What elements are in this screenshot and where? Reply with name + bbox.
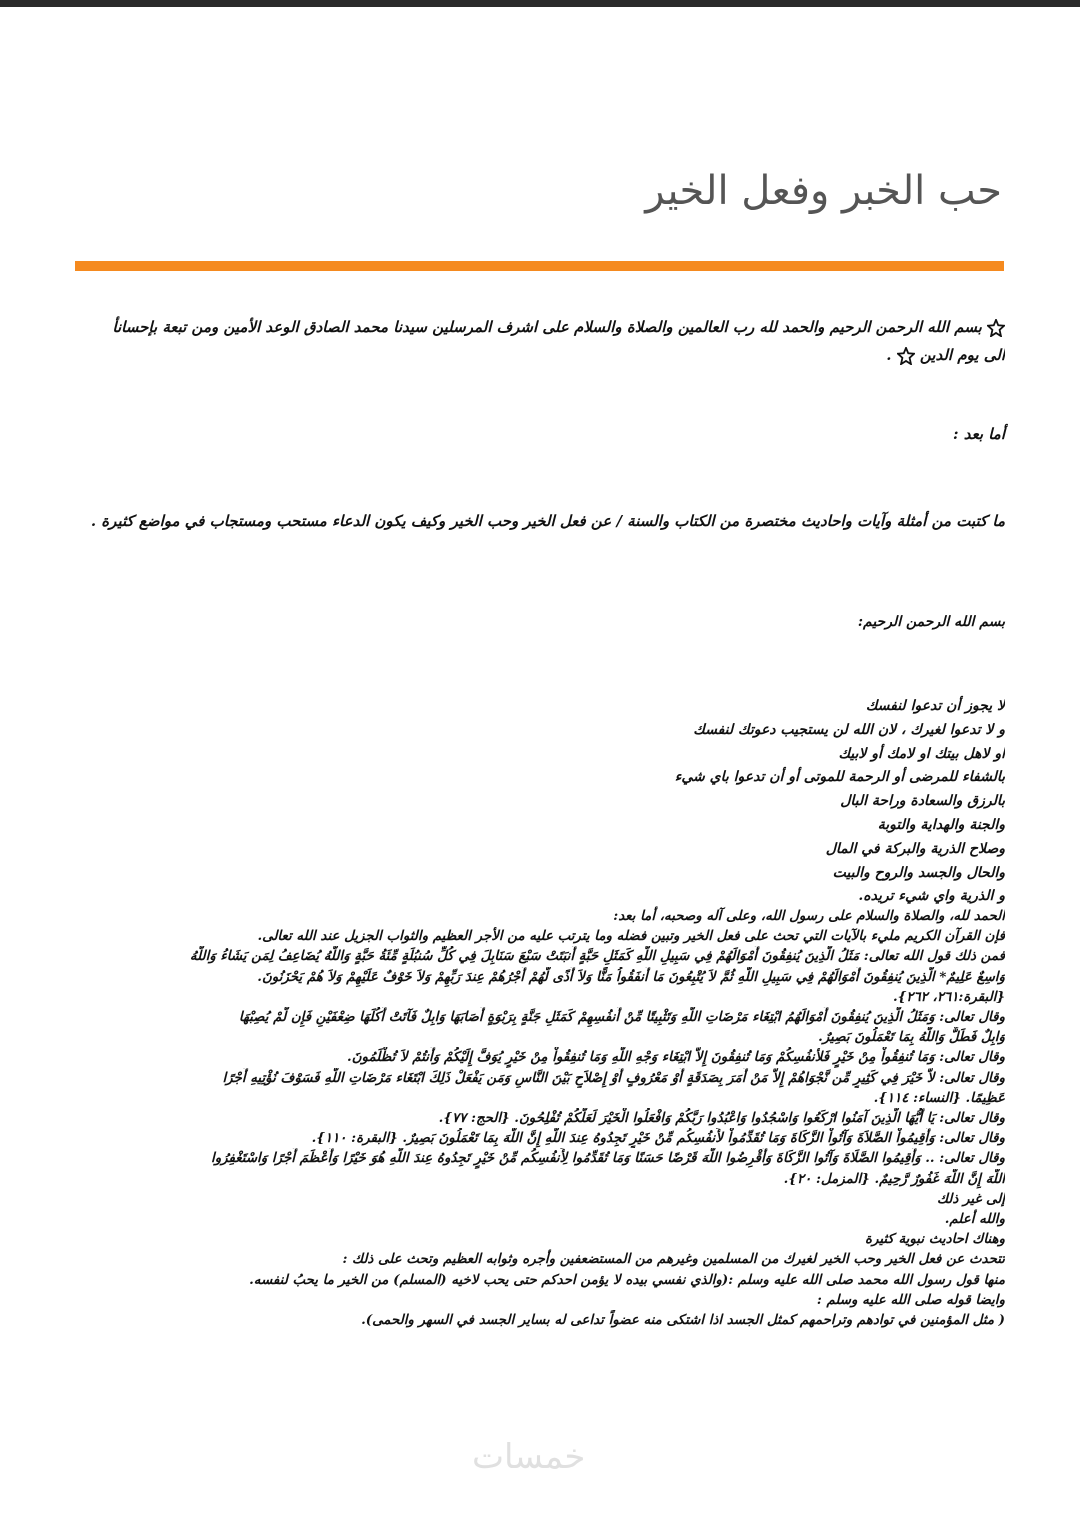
body-line: والله أعلم. (944, 1211, 1005, 1228)
body-line: وقال تعالى: وَمَثَلُ الَّذِينَ يُنفِقُونَ أَمْوَالَهُمُ ابْتِغَاء مَرْضَاتِ اللَّهِ وَتَثْبِيتًا مِّنْ أَنفُسِهِمْ كَمَثَلِ جَنَّةٍ بِرَبْوَةٍ أَصَابَهَا وَابِلٌ فَآتَتْ أُكُلَهَا ضِعْفَيْنِ فَإِن لَّمْ يُصِبْهَا (238, 1009, 1005, 1026)
body-line: تتحدث عن فعل الخير وحب الخير لغيرك من المسلمين وغيرهم من المستضعفين وأجره وثوابه العظيم وتحث على ذلك : (342, 1251, 1005, 1268)
duas-list (75, 695, 1005, 909)
body-line: وقال تعالى: وَأَقِيمُواْ الصَّلاَةَ وَآتُواْ الزَّكَاةَ وَمَا تُقَدِّمُواْ لأَنفُسِكُم مِّنْ خَيْرٍ تَجِدُوهُ عِندَ اللَّهِ إِنَّ اللَّهَ بِمَا تَعْمَلُونَ بَصِيرٌ. {البقرة: ١١٠}. (311, 1130, 1005, 1147)
watermark-logo: خمسات (472, 1437, 586, 1477)
title-divider (75, 261, 1004, 271)
body-line: وقال تعالى: لاَّ خَيْرَ فِي كَثِيرٍ مِّن نَّجْوَاهُمْ إِلاَّ مَنْ أَمَرَ بِصَدَقَةٍ أَوْ مَعْرُوفٍ أَوْ إِصْلاَحٍ بَيْنَ النَّاسِ وَمَن يَفْعَلْ ذَلِكَ ابْتَغَاء مَرْضَاتِ اللَّهِ فَسَوْفَ نُؤْتِيهِ أَجْرًا (222, 1069, 1005, 1086)
body-line: فإن القرآن الكريم مليء بالآيات التي تحث على فعل الخير وتبين فضله وما يترتب عليه من الأجر العظيم والثواب الجزيل عند الله تعالى. (257, 928, 1005, 945)
body-line: الحمد لله، والصلاة والسلام على رسول الله، وعلى آله وصحبه، أما بعد: (613, 908, 1005, 924)
intro-text-2-end: . (886, 346, 892, 364)
dua-line: بالرزق والسعادة وراحة البال (840, 793, 1005, 810)
intro-line-2 (75, 341, 1005, 369)
body-line: وَاسِعٌ عَلِيمٌ* الَّذِينَ يُنفِقُونَ أَمْوَالَهُمْ فِي سَبِيلِ اللَّهِ ثُمَّ لاَ يُتْبِعُونَ مَا أَنفَقُواُ مَنًّا وَلاَ أَذًى لَّهُمْ أَجْرُهُمْ عِندَ رَبِّهِمْ وَلاَ خَوْفٌ عَلَيْهِمْ وَلاَ هُمْ يَحْزَنُونَ. (257, 968, 1005, 985)
dua-line: والحال والجسد والروح والبيت (832, 864, 1005, 881)
dua-line: و لا تدعوا لغيرك ، لان الله لن يستجيب دعوتك لنفسك (693, 721, 1005, 738)
intro-paragraph (75, 313, 1005, 369)
body-line: وقال تعالى: وَمَا تُنفِقُواْ مِنْ خَيْرٍ فَلأنفُسِكُمْ وَمَا تُنفِقُونَ إِلاَّ ابْتِغَاء وَجْهِ اللَّهِ وَمَا تُنفِقُواْ مِنْ خَيْرٍ يُوَفَّ إِلَيْكُمْ وَأَنتُمْ لاَ تُظْلَمُونَ. (347, 1049, 1005, 1066)
intro-line-1 (75, 313, 1005, 341)
body-line: ( مثل المؤمنين في توادهم وتراحمهم كمثل الجسد اذا اشتكى منه عضواً تداعى له بساير الجسد في السهر والحمى). (361, 1312, 1005, 1329)
top-bar (0, 0, 1080, 7)
body-line: فمن ذلك قول الله تعالى: مَثَلُ الَّذِينَ يُنفِقُونَ أَمْوَالَهُمْ فِي سَبِيلِ اللَّهِ كَمَثَلِ حَبَّةٍ أَنبَتَتْ سَبْعَ سَنَابِلَ فِي كُلِّ سُنبُلَةٍ مِّئَةُ حَبَّةٍ وَاللَّهُ يُضَاعِفُ لِمَن يَشَاءُ وَاللَّهُ (189, 948, 1005, 965)
body-line: وقال تعالى: .. وَأَقِيمُوا الصَّلَاةَ وَآتُوا الزَّكَاةَ وَأَقْرِضُوا اللَّهَ قَرْضًا حَسَنًا وَمَا تُقَدِّمُوا لِأَنفُسِكُم مِّنْ خَيْرٍ تَجِدُوهُ عِندَ اللَّهِ هُوَ خَيْرًا وَأَعْظَمَ أَجْرًا وَاسْتَغْفِرُوا (210, 1150, 1005, 1167)
body-line: عَظِيمًا. {النساء: ١١٤}. (873, 1089, 1005, 1106)
body-line: وَابِلٌ فَطَلٌّ وَاللَّهُ بِمَا تَعْمَلُونَ بَصِيرٌ. (818, 1029, 1005, 1046)
dua-line: و الذرية واي شيء تريده. (858, 888, 1005, 905)
body-line: وقال تعالى: يَا أَيُّهَا الَّذِينَ آمَنُوا ارْكَعُوا وَاسْجُدُوا وَاعْبُدُوا رَبَّكُمْ وَافْعَلُوا الْخَيْرَ لَعَلَّكُمْ تُفْلِحُونَ. {الحج: ٧٧}. (438, 1110, 1005, 1127)
amma-baad: أما بعد : (952, 425, 1005, 443)
description-paragraph: ما كتبت من أمثلة وآيات واحاديث مختصرة من الكتاب والسنة / عن فعل الخير وحب الخير وكيف يكون الدعاء مستحب ومستجاب في مواضع كثيرة . (90, 512, 1005, 530)
star-icon (897, 347, 915, 365)
body-line: {البقرة:٢٦١، ٢٦٢}. (893, 988, 1005, 1005)
dua-line: بالشفاء للمرضى أو الرحمة للموتى أو أن تدعوا باي شيء (674, 769, 1005, 786)
body-line: منها قول رسول الله محمد صلى الله عليه وسلم :(والذي نفسي بيده لا يؤمن احدكم حتى يحب لاخيه (المسلم) من الخير ما يحبُ لنفسه. (249, 1271, 1005, 1288)
dua-line: لا يجوز أن تدعوا لنفسك (865, 698, 1005, 714)
body-line: وايضا قوله صلى الله عليه وسلم : (816, 1291, 1005, 1308)
dua-line: والجنة والهداية والتوبة (877, 816, 1005, 833)
dua-line: او لاهل بيتك او لامك أو لابيك (838, 745, 1005, 762)
basmala: بسم الله الرحمن الرحيم: (857, 614, 1005, 630)
dua-line: وصلاح الذرية والبركة في المال (825, 840, 1005, 857)
intro-text-1: بسم الله الرحمن الرحيم والحمد لله رب العالمين والصلاة والسلام على اشرف المرسلين سيدنا محمد الصادق الوعد الأمين ومن تبعة بإحسانأ (112, 318, 982, 336)
body-text (75, 906, 1005, 1330)
intro-text-2: الى يوم الدين (919, 346, 1005, 364)
star-icon (987, 319, 1005, 337)
page-title: حب الخبر وفعل الخير (645, 168, 1002, 214)
body-line: إلى غير ذلك (936, 1190, 1005, 1207)
body-line: اللَّهَ إِنَّ اللَّهَ غَفُورٌ رَّحِيمٌ. {المزمل: ٢٠}. (783, 1170, 1005, 1187)
body-line: وهناك احاديث نبوية كثيرة (864, 1231, 1005, 1248)
